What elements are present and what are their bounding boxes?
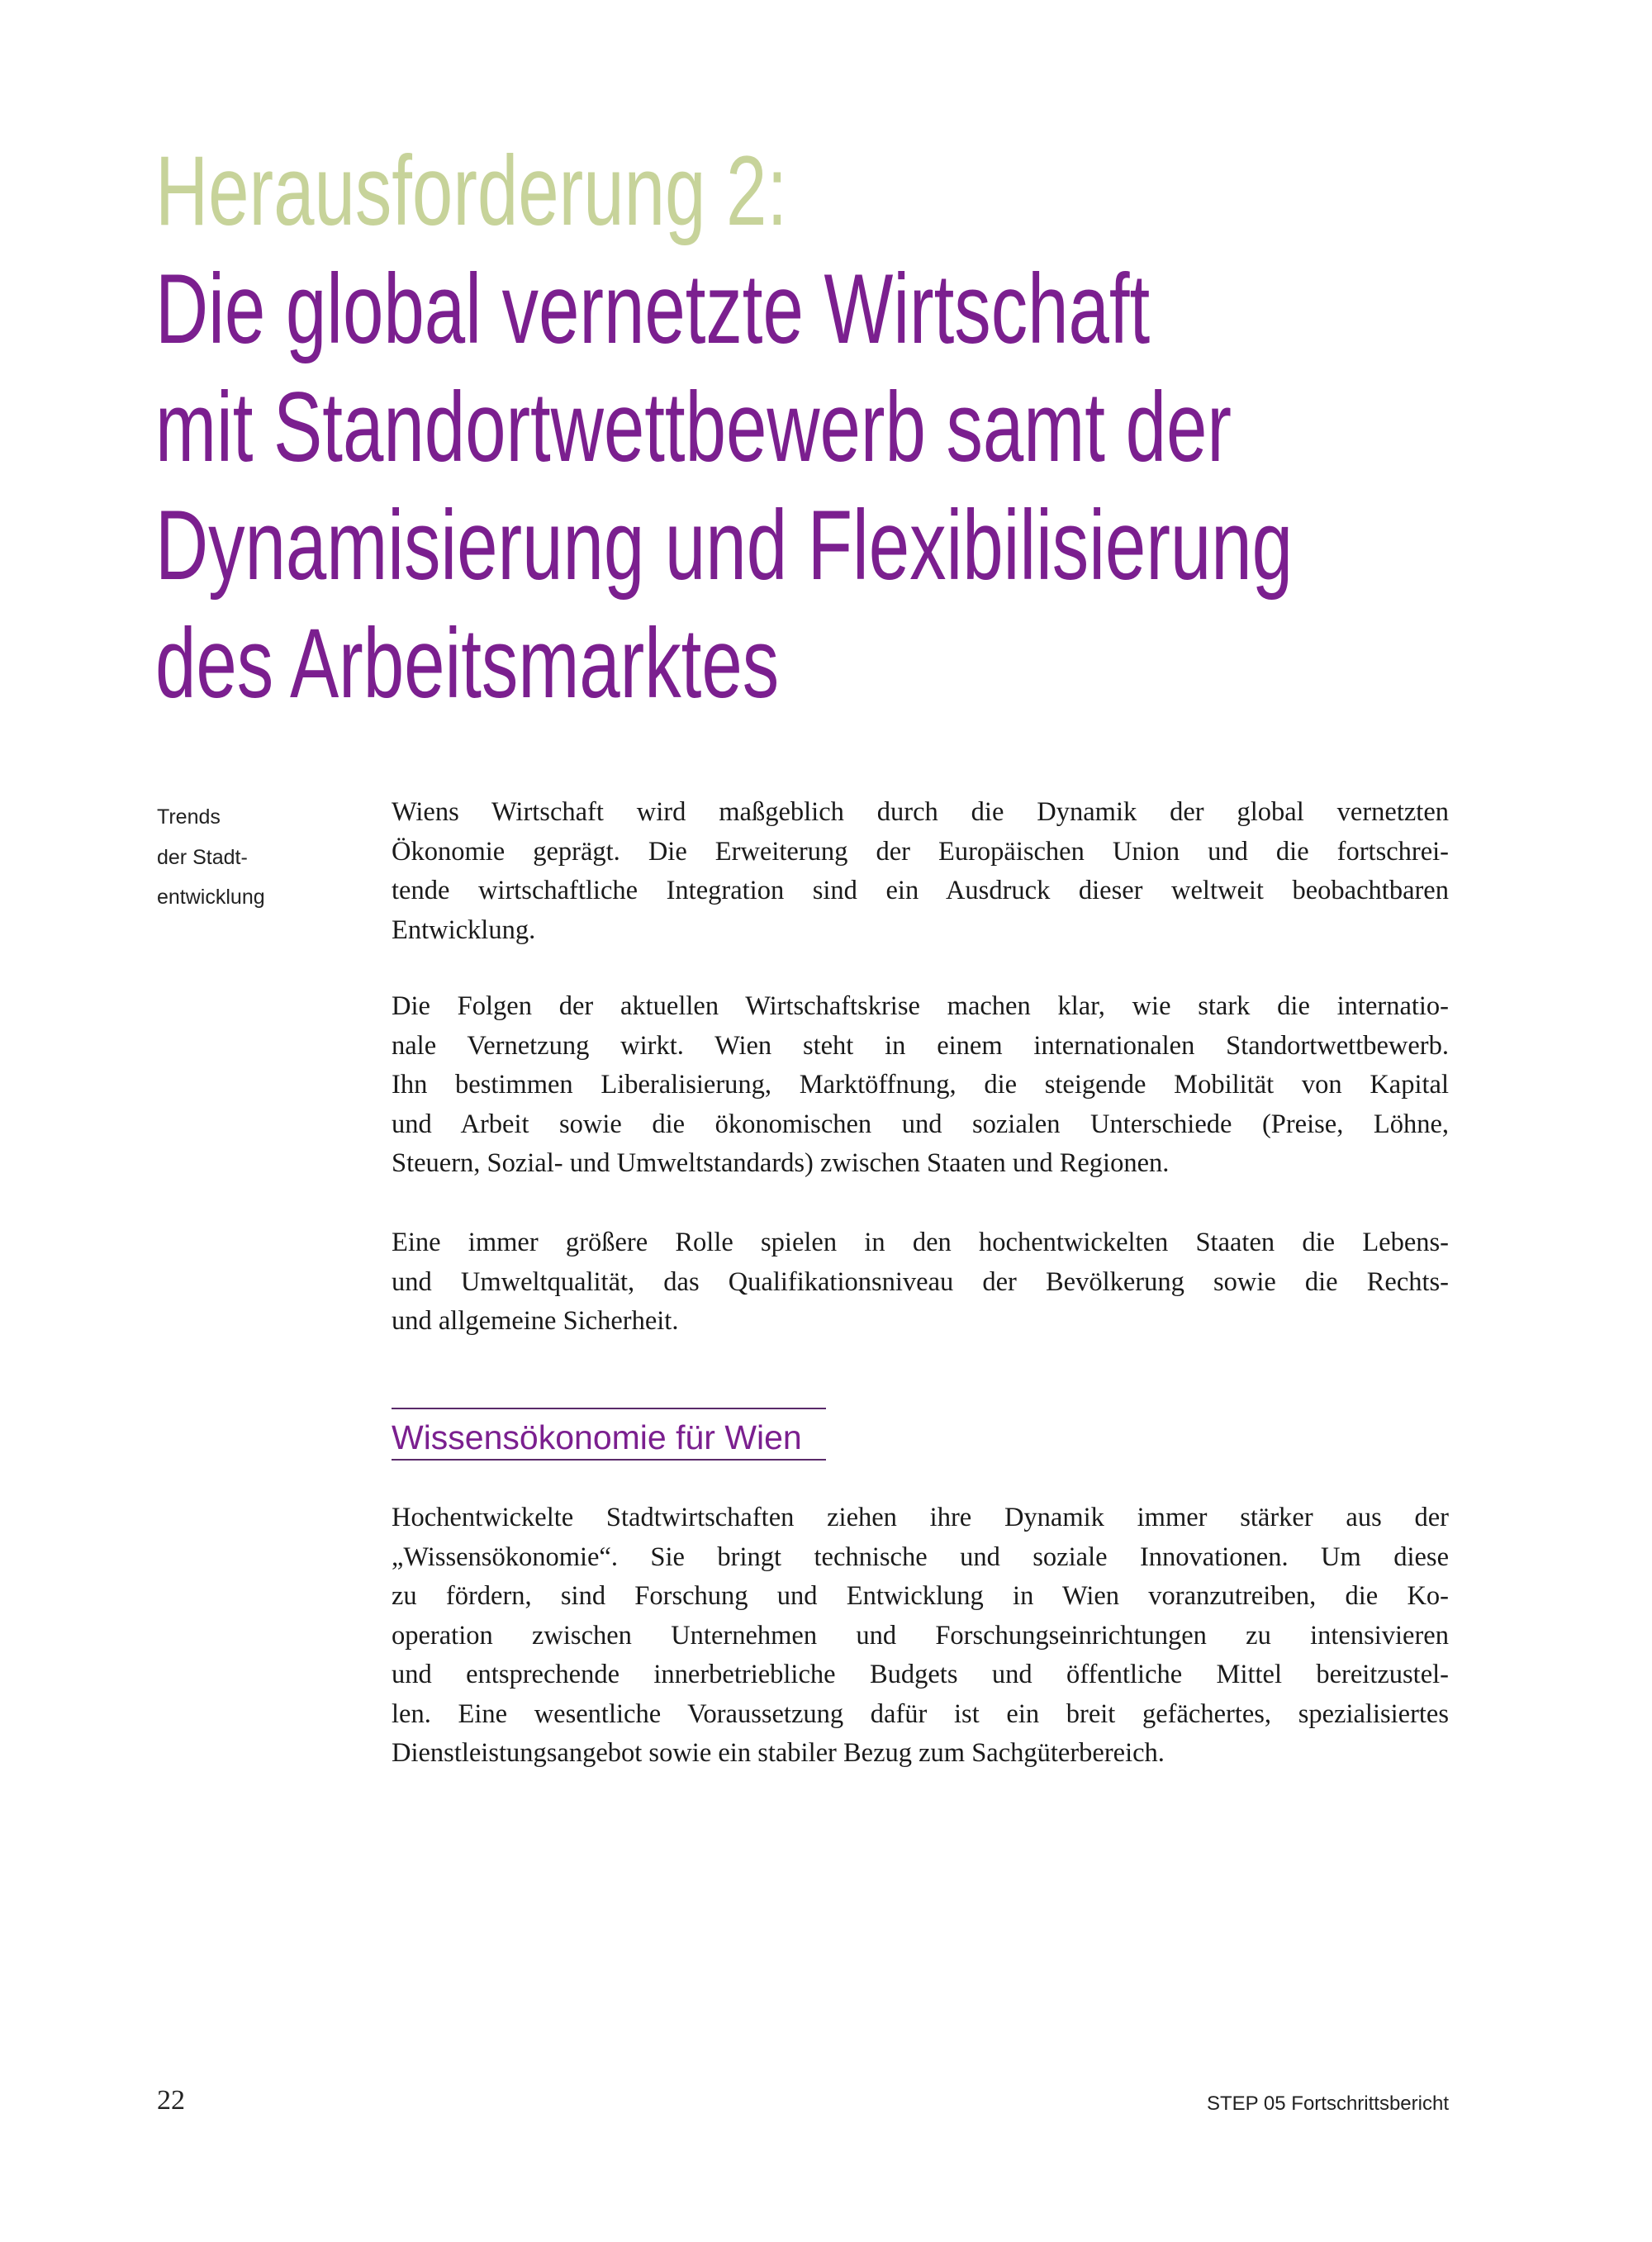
text-line: „Wissensökonomie“. Sie bringt technische und soziale Innovationen. Um diese	[392, 1541, 1449, 1572]
text-line: tende wirtschaftliche Integration sind ein Ausdruck dieser weltweit beobachtbaren	[392, 876, 1449, 905]
text-line: und Arbeit sowie die ökonomischen und sozialen Unterschiede (Preise, Löhne,	[392, 1109, 1449, 1139]
sidebar-line: Trends	[157, 805, 221, 829]
text-line: Eine immer größere Rolle spielen in den hochentwickelten Staaten die Lebens-	[392, 1228, 1449, 1257]
text-line: Steuern, Sozial- und Umweltstandards) zwischen Staaten und Regionen.	[392, 1148, 1170, 1178]
text-line: operation zwischen Unternehmen und Forschungseinrichtungen zu intensivieren	[392, 1620, 1449, 1651]
paragraph-2	[392, 987, 1449, 1184]
title-line: Die global vernetzte Wirtschaft	[155, 254, 1151, 364]
text-line: len. Eine wesentliche Voraussetzung dafür ist ein breit gefächertes, spezialisiertes	[392, 1698, 1449, 1729]
paragraph-3	[392, 1223, 1449, 1342]
sidebar-label	[157, 797, 265, 918]
paragraph-4	[392, 1499, 1449, 1774]
title-line: Dynamisierung und Flexibilisierung	[155, 490, 1294, 601]
text-line: Ihn bestimmen Liberalisierung, Marktöffnung, die steigende Mobilität von Kapital	[392, 1070, 1449, 1100]
text-line: Die Folgen der aktuellen Wirtschaftskrise machen klar, wie stark die internatio-	[392, 991, 1449, 1021]
page-number: 22	[157, 2085, 185, 2116]
section-heading	[392, 1408, 826, 1461]
title-line: mit Standortwettbewerb samt der	[155, 372, 1232, 482]
text-line: und entsprechende innerbetriebliche Budgets und öffentliche Mittel bereitzustel-	[392, 1660, 1449, 1689]
publication-name: STEP 05 Fortschrittsbericht	[1207, 2092, 1449, 2115]
text-line: Dienstleistungsangebot sowie ein stabiler Bezug zum Sachgüterbereich.	[392, 1738, 1165, 1768]
text-line: Ökonomie geprägt. Die Erweiterung der Europäischen Union und die fortschrei-	[392, 836, 1449, 867]
text-line: und allgemeine Sicherheit.	[392, 1306, 679, 1336]
sidebar-line: der Stadt-	[157, 845, 248, 869]
section-heading-text: Wissensökonomie für Wien	[392, 1418, 802, 1456]
page-title	[155, 132, 1652, 723]
text-line: und Umweltqualität, das Qualifikationsniveau der Bevölkerung sowie die Rechts-	[392, 1266, 1449, 1297]
text-line: Entwicklung.	[392, 914, 536, 945]
sidebar-line: entwicklung	[157, 886, 265, 909]
text-line: nale Vernetzung wirkt. Wien steht in einem internationalen Standortwettbewerb.	[392, 1030, 1449, 1061]
title-line: des Arbeitsmarktes	[155, 608, 780, 719]
text-line: zu fördern, sind Forschung und Entwicklung in Wien voranzutreiben, die Ko-	[392, 1581, 1449, 1611]
text-line: Hochentwickelte Stadtwirtschaften ziehen ihre Dynamik immer stärker aus der	[392, 1503, 1449, 1532]
text-line: Wiens Wirtschaft wird maßgeblich durch die Dynamik der global vernetzten	[392, 797, 1449, 827]
paragraph-1	[392, 793, 1449, 950]
title-kicker: Herausforderung 2:	[155, 135, 788, 246]
